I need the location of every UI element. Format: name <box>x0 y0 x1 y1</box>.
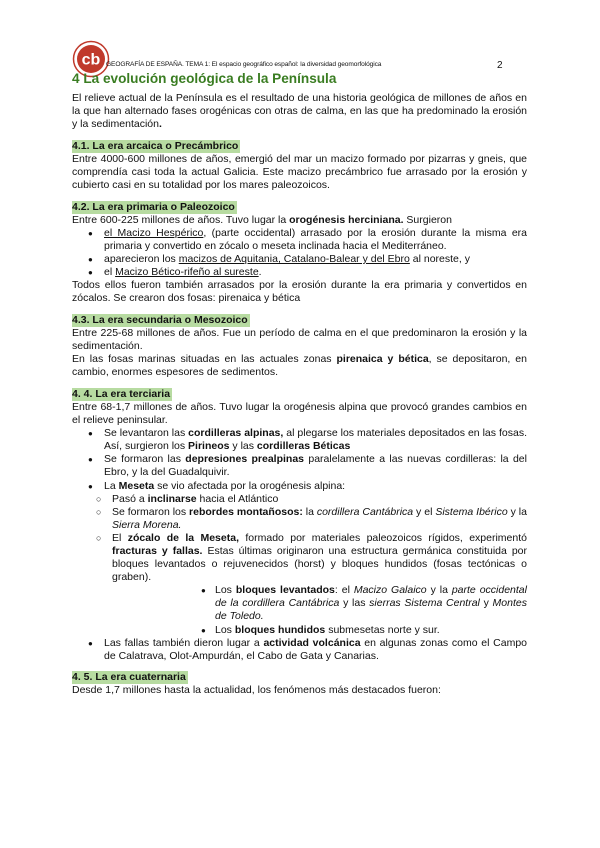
running-head: GEOGRAFÍA DE ESPAÑA. TEMA 1: El espacio geográfico español: la diversidad geomorfológica <box>106 61 382 68</box>
section-text: En las fosas marinas situadas en las actuales zonas pirenaica y bética, se depositaron, en cambio, enormes espesores de sedimentos. <box>72 353 527 379</box>
section-heading: 4. 5. La era cuaternaria <box>72 671 186 684</box>
section-text: Entre 600-225 millones de años. Tuvo lugar la orogénesis herciniana. Surgieron <box>72 213 452 226</box>
section-cuaternaria <box>72 671 527 697</box>
list-item: ● Se levantaron las cordilleras alpinas, al plegarse los materiales depositados en las fosas. Así, surgieron los Pirineos y las cordilleras Béticas <box>72 427 527 453</box>
section-terciaria <box>72 388 527 663</box>
logo-text: cb <box>81 51 101 69</box>
document-body <box>72 92 527 698</box>
page-title: 4 La evolución geológica de la Península <box>72 71 337 86</box>
list-item: ● Se formaron las depresiones prealpinas paralelamente a las nuevas cordilleras: la del Ebro, y la del Guadalquivir. <box>72 453 527 479</box>
sub-list-item: ○ Pasó a inclinarse hacia el Atlántico <box>72 493 527 506</box>
intro-paragraph: El relieve actual de la Península es el resultado de una historia geológica de millones de años en la que han alternado fases orogénicas con otras de calma, en las que ha predominado la erosión y la sedimentación. <box>72 92 527 131</box>
section-mesozoico <box>72 314 527 379</box>
list-item: ● Las fallas también dieron lugar a actividad volcánica en algunas zonas como el Campo de Calatrava, Olot-Ampurdán, el Cabo de Gata y Canarias. <box>72 637 527 663</box>
list-item: ● La Meseta se vio afectada por la orogénesis alpina: ○ Pasó a inclinarse hacia el Atlántico ○ Se formaron los rebordes montañosos: la cordillera Cantábrica y el Sistema Ibérico y la Sierra Morena. ○ El zócalo de la Meseta, formado por materiales paleozoicos rígidos, experimentó fracturas y fallas. Estas últimas originaron una estructura germánica constituida por bloques levantados o rejuvenecidos (horst) y bloques hundidos (fosas tectónicas o graben). ● Los bloques levantados: el Macizo Galaico y la parte occidental de la cordillera Cantábrica y las sierras Sistema Central y Montes de Toledo. ● Los bloques hundidos submesetas norte y sur. <box>72 480 527 637</box>
sub-list <box>72 493 527 585</box>
list-item: ● el Macizo Hespérico, (parte occidental) arrasado por la erosión durante la misma era primaria y convertido en zócalo o meseta inclinada hacia el Mediterráneo. <box>72 227 527 253</box>
section-text: Entre 225-68 millones de años. Fue un período de calma en el que predominaron la erosión y la sedimentación. <box>72 327 527 353</box>
section-text: Todos ellos fueron también arrasados por la erosión durante la era primaria y convertidos en zócalos. Se crearon dos fosas: pirenaica y bética <box>72 279 527 305</box>
sub-list-item: ○ El zócalo de la Meseta, formado por materiales paleozoicos rígidos, experimentó fracturas y fallas. Estas últimas originaron una estructura germánica constituida por bloques levantados o rejuvenecidos (horst) y bloques hundidos (fosas tectónicas o graben). <box>72 532 527 584</box>
section-heading: 4.2. La era primaria o Paleozoico <box>72 200 235 213</box>
section-heading: 4. 4. La era terciaria <box>72 387 171 400</box>
section-text: Entre 68-1,7 millones de años. Tuvo lugar la orogénesis alpina que provocó grandes cambios en el relieve peninsular. <box>72 400 527 427</box>
page-number: 2 <box>497 60 503 71</box>
bullet-list <box>72 427 527 663</box>
section-precambrico <box>72 140 527 192</box>
section-heading: 4.1. La era arcaica o Precámbrico <box>72 139 239 152</box>
bullet-list <box>72 227 527 279</box>
section-heading: 4.3. La era secundaria o Mesozoico <box>72 313 248 326</box>
list-item: ● aparecieron los macizos de Aquitania, Catalano-Balear y del Ebro al noreste, y <box>72 253 527 266</box>
sub-sub-list-item: ● Los bloques hundidos submesetas norte y sur. <box>72 624 527 637</box>
sub-sub-list-item: ● Los bloques levantados: el Macizo Galaico y la parte occidental de la cordillera Cantábrica y las sierras Sistema Central y Montes de Toledo. <box>72 584 527 623</box>
list-item: ● el Macizo Bético-rifeño al sureste. <box>72 266 527 279</box>
section-text: Entre 4000-600 millones de años, emergió del mar un macizo formado por pizarras y gneis, que comprendía casi toda la actual Galicia. Este macizo precámbrico fue arrasado por la erosión y cubierto casi en su totalidad por los mares paleozoicos. <box>72 152 527 192</box>
sub-list-item: ○ Se formaron los rebordes montañosos: la cordillera Cantábrica y el Sistema Ibérico y la Sierra Morena. <box>72 506 527 532</box>
section-paleozoico <box>72 201 527 306</box>
sub-sub-list <box>72 584 527 636</box>
section-text: Desde 1,7 millones hasta la actualidad, los fenómenos más destacados fueron: <box>72 684 441 697</box>
